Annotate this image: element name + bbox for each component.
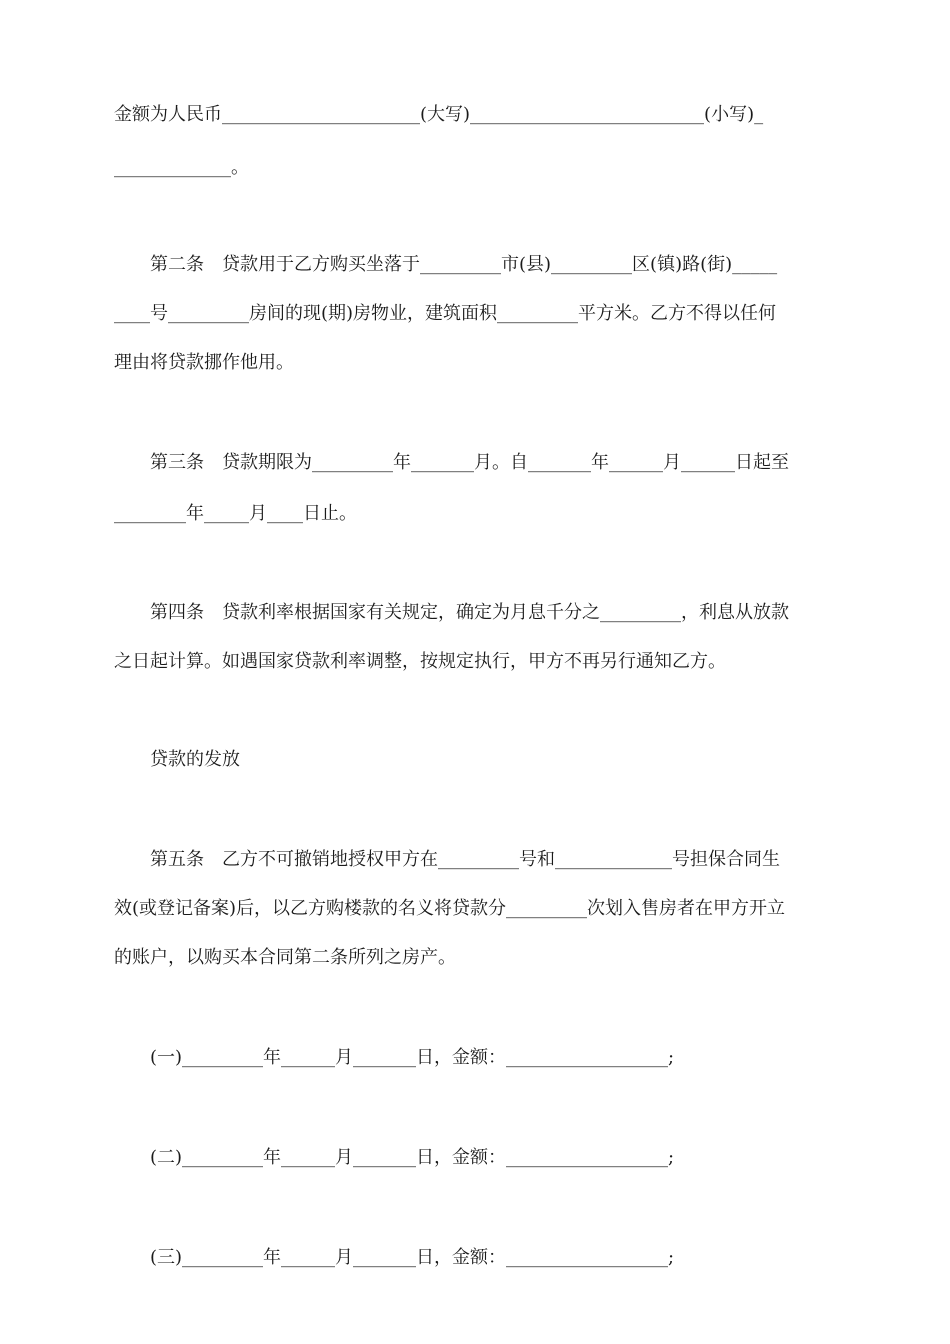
article-4-line-1: 第四条 贷款利率根据国家有关规定，确定为月息千分之_________，利息从放款 — [114, 602, 789, 623]
article-5-line-1: 第五条 乙方不可撤销地授权甲方在_________号和_____________号担保合同生 — [114, 849, 780, 870]
article-3-line-1: 第三条 贷款期限为_________年_______月。自_______年______月______日起至 — [114, 452, 789, 473]
section-heading: 贷款的发放 — [114, 749, 240, 770]
installment-2: (二)_________年______月_______日，金额：__________________; — [114, 1147, 675, 1168]
amount-line: 金额为人民币______________________(大写)__________________________(小写)_ — [114, 104, 764, 125]
article-5-line-3: 的账户，以购买本合同第二条所列之房产。 — [114, 947, 456, 968]
article-5-line-2: 效(或登记备案)后，以乙方购楼款的名义将贷款分_________次划入售房者在甲方开立 — [114, 898, 786, 919]
article-2-line-2: ____号_________房间的现(期)房物业，建筑面积_________平方米。乙方不得以任何 — [114, 303, 777, 324]
article-2-line-3: 理由将贷款挪作他用。 — [114, 352, 294, 373]
article-2-line-1: 第二条 贷款用于乙方购买坐落于_________市(县)_________区(镇)路(街)_____ — [114, 254, 778, 275]
article-4-line-2: 之日起计算。如遇国家贷款利率调整，按规定执行，甲方不再另行通知乙方。 — [114, 651, 726, 672]
installment-1: (一)_________年______月_______日，金额：__________________; — [114, 1047, 675, 1068]
installment-3: (三)_________年______月_______日，金额：__________________; — [114, 1247, 675, 1268]
amount-line-cont: _____________。 — [114, 157, 249, 178]
article-3-line-2: ________年_____月____日止。 — [114, 503, 357, 524]
